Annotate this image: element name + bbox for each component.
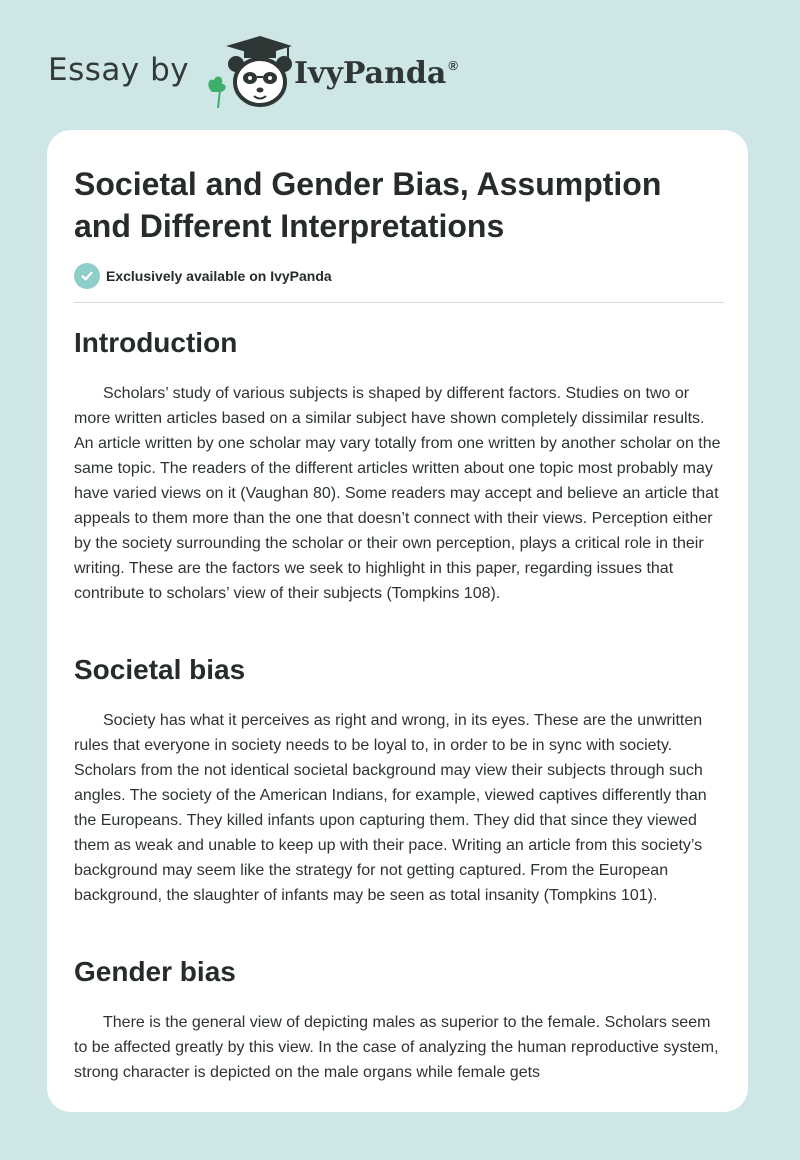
section-societal-bias <box>74 653 724 908</box>
site-header <box>48 32 548 112</box>
brand-name[interactable] <box>294 56 458 91</box>
check-icon <box>74 263 100 289</box>
exclusive-badge <box>74 263 332 289</box>
section-heading: Introduction <box>74 327 238 358</box>
exclusive-label: Exclusively available on IvyPanda <box>106 268 332 284</box>
brand-text: IvyPanda <box>294 56 447 91</box>
section-heading: Societal bias <box>74 654 246 685</box>
essay-by-label: Essay by <box>48 52 190 88</box>
divider <box>74 302 724 303</box>
registered-mark: ® <box>448 58 458 73</box>
section-heading: Gender bias <box>74 956 236 987</box>
section-gender-bias <box>74 955 724 1085</box>
panda-logo-icon[interactable] <box>204 34 294 110</box>
section-paragraph: Society has what it perceives as right and wrong, in its eyes. These are the unwritten rules that everyone in society needs to be loyal to, in order to be in sync with society. Scholars from the not identical societal background may view their subjects through such angles. The society of the American Indians, for example, viewed captives differently than the Europeans. They killed infants upon capturing them. They did that since they viewed them as weak and unable to keep up with their pace. Writing an article from this society’s background may seem like the strategy for not getting captured. From the European background, the slaughter of infants may be seen as total insanity (Tompkins 101). <box>74 712 707 904</box>
section-paragraph: Scholars’ study of various subjects is shaped by different factors. Studies on two or more written articles based on a similar subject have shown completely dissimilar results. An article written by one scholar may vary totally from one written by another scholar on the same topic. The readers of the different articles written about one topic most probably may have varied views on it (Vaughan 80). Some readers may accept and believe an article that appeals to them more than the one that doesn’t connect with their views. Perception either by the society surrounding the scholar or their own perception, plays a critical role in their writing. These are the factors we seek to highlight in this paper, regarding issues that contribute to scholars’ view of their subjects (Tompkins 108). <box>74 385 721 602</box>
section-paragraph: There is the general view of depicting males as superior to the female. Scholars seem to be affected greatly by this view. In the case of analyzing the human reproductive system, strong character is depicted on the male organs while female gets <box>74 1014 719 1081</box>
section-introduction <box>74 326 724 606</box>
essay-card <box>47 130 748 1112</box>
essay-title: Societal and Gender Bias, Assumption and Different Interpretations <box>74 166 662 244</box>
